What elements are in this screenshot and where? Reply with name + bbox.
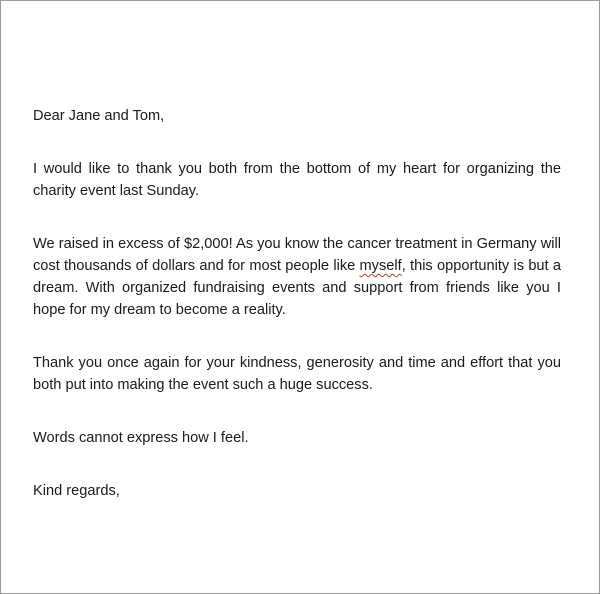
letter-paragraph-thanks: I would like to thank you both from the bottom of my heart for organizing the charity event last Sunday. <box>33 161 561 199</box>
letter-closing: Kind regards, <box>33 483 120 499</box>
letter-paragraph-gratitude: Thank you once again for your kindness, generosity and time and effort that you both put into making the event such a huge success. <box>33 355 561 393</box>
paragraph-text: We raised in excess of $2,000! As you know the cancer treatment in Germany will cost thousands of dollars and for most people like <box>33 236 561 274</box>
letter-body <box>33 105 561 533</box>
letter-salutation: Dear Jane and Tom, <box>33 108 165 124</box>
paragraph-text: , this opportunity is but a dream. With organized fundraising events and support from friends like you I hope for my dream to become a reality. <box>33 258 561 318</box>
letter-paragraph-fundraising <box>33 233 561 321</box>
spellcheck-flagged-word[interactable]: myself <box>359 258 402 274</box>
letter-paragraph-feelings: Words cannot express how I feel. <box>33 430 249 446</box>
